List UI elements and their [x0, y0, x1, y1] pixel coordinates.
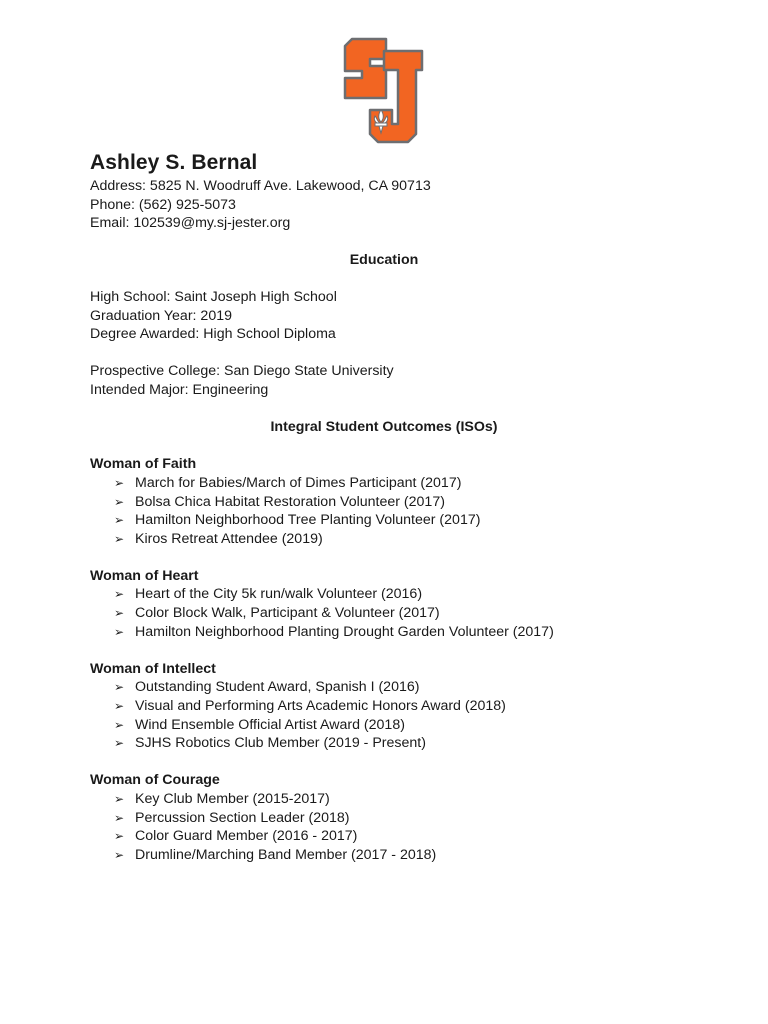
arrow-bullet-icon: ➢ [114, 680, 125, 695]
list-item [90, 623, 690, 642]
education-heading: Education [349, 251, 419, 268]
address-line: Address: 5825 N. Woodruff Ave. Lakewood, CA 90713 [90, 178, 431, 194]
college-line: Prospective College: San Diego State University [90, 363, 394, 380]
list-item-text: Percussion Section Leader (2018) [135, 809, 350, 826]
list-item [90, 716, 690, 735]
arrow-bullet-icon: ➢ [114, 699, 125, 714]
email-line: Email: 102539@my.sj-jester.org [90, 215, 291, 232]
list-item-text: March for Babies/March of Dimes Participant (2017) [135, 474, 462, 491]
arrow-bullet-icon: ➢ [114, 792, 125, 806]
list-item [90, 678, 690, 697]
list-item [90, 846, 690, 865]
graduation-year-line: Graduation Year: 2019 [90, 307, 232, 324]
arrow-bullet-icon: ➢ [114, 810, 125, 825]
arrow-bullet-icon: ➢ [114, 587, 125, 602]
list-item [90, 585, 690, 604]
list-item [90, 809, 690, 828]
list-item-text: Drumline/Marching Band Member (2017 - 2018) [135, 846, 437, 863]
degree-line: Degree Awarded: High School Diploma [90, 326, 336, 343]
arrow-bullet-icon: ➢ [114, 494, 125, 509]
list-item-text: Key Club Member (2015-2017) [135, 791, 330, 807]
list-item-text: Heart of the City 5k run/walk Volunteer (2016) [135, 586, 423, 603]
list-item-text: Hamilton Neighborhood Tree Planting Volunteer (2017) [135, 512, 481, 529]
isos-heading: Integral Student Outcomes (ISOs) [270, 419, 498, 436]
arrow-bullet-icon: ➢ [114, 736, 125, 751]
list-item-text: Outstanding Student Award, Spanish I (2016) [135, 679, 420, 696]
list-item-text: Color Block Walk, Participant & Volunteer (2017) [135, 605, 440, 622]
arrow-bullet-icon: ➢ [114, 606, 125, 621]
arrow-bullet-icon: ➢ [114, 624, 125, 639]
list-item [90, 734, 690, 753]
list-item-text: Color Guard Member (2016 - 2017) [135, 828, 358, 845]
arrow-bullet-icon: ➢ [114, 531, 125, 546]
list-item [90, 474, 690, 493]
arrow-bullet-icon: ➢ [114, 475, 125, 490]
iso-group-title: Woman of Heart [90, 567, 199, 584]
applicant-name: Ashley S. Bernal [90, 151, 258, 174]
iso-group-list [90, 474, 690, 548]
list-item [90, 530, 690, 549]
list-item [90, 827, 690, 846]
list-item-text: Hamilton Neighborhood Planting Drought Garden Volunteer (2017) [135, 623, 554, 640]
list-item-text: Wind Ensemble Official Artist Award (2018) [135, 716, 405, 733]
iso-group-title: Woman of Faith [90, 456, 197, 473]
arrow-bullet-icon: ➢ [114, 717, 125, 732]
iso-groups [90, 455, 690, 864]
list-item-text: SJHS Robotics Club Member (2019 - Present) [135, 735, 426, 752]
iso-group-title: Woman of Courage [90, 772, 220, 789]
resume-content [90, 149, 690, 864]
list-item [90, 511, 690, 530]
list-item [90, 697, 690, 716]
arrow-bullet-icon: ➢ [114, 829, 125, 844]
list-item-text: Bolsa Chica Habitat Restoration Volunteer (2017) [135, 493, 445, 510]
list-item-text: Visual and Performing Arts Academic Honors Award (2018) [135, 698, 506, 715]
iso-group-list [90, 678, 690, 752]
list-item [90, 604, 690, 623]
iso-group-list [90, 585, 690, 641]
phone-line: Phone: (562) 925-5073 [90, 196, 236, 213]
high-school-line: High School: Saint Joseph High School [90, 288, 337, 305]
major-line: Intended Major: Engineering [90, 381, 269, 398]
iso-group-title: Woman of Intellect [90, 660, 216, 677]
list-item [90, 493, 690, 512]
arrow-bullet-icon: ➢ [114, 847, 125, 862]
list-item-text: Kiros Retreat Attendee (2019) [135, 530, 323, 547]
iso-group-list [90, 790, 690, 864]
list-item [90, 790, 690, 809]
arrow-bullet-icon: ➢ [114, 513, 125, 528]
logo-letter-s [345, 39, 386, 98]
sj-logo [342, 36, 426, 144]
